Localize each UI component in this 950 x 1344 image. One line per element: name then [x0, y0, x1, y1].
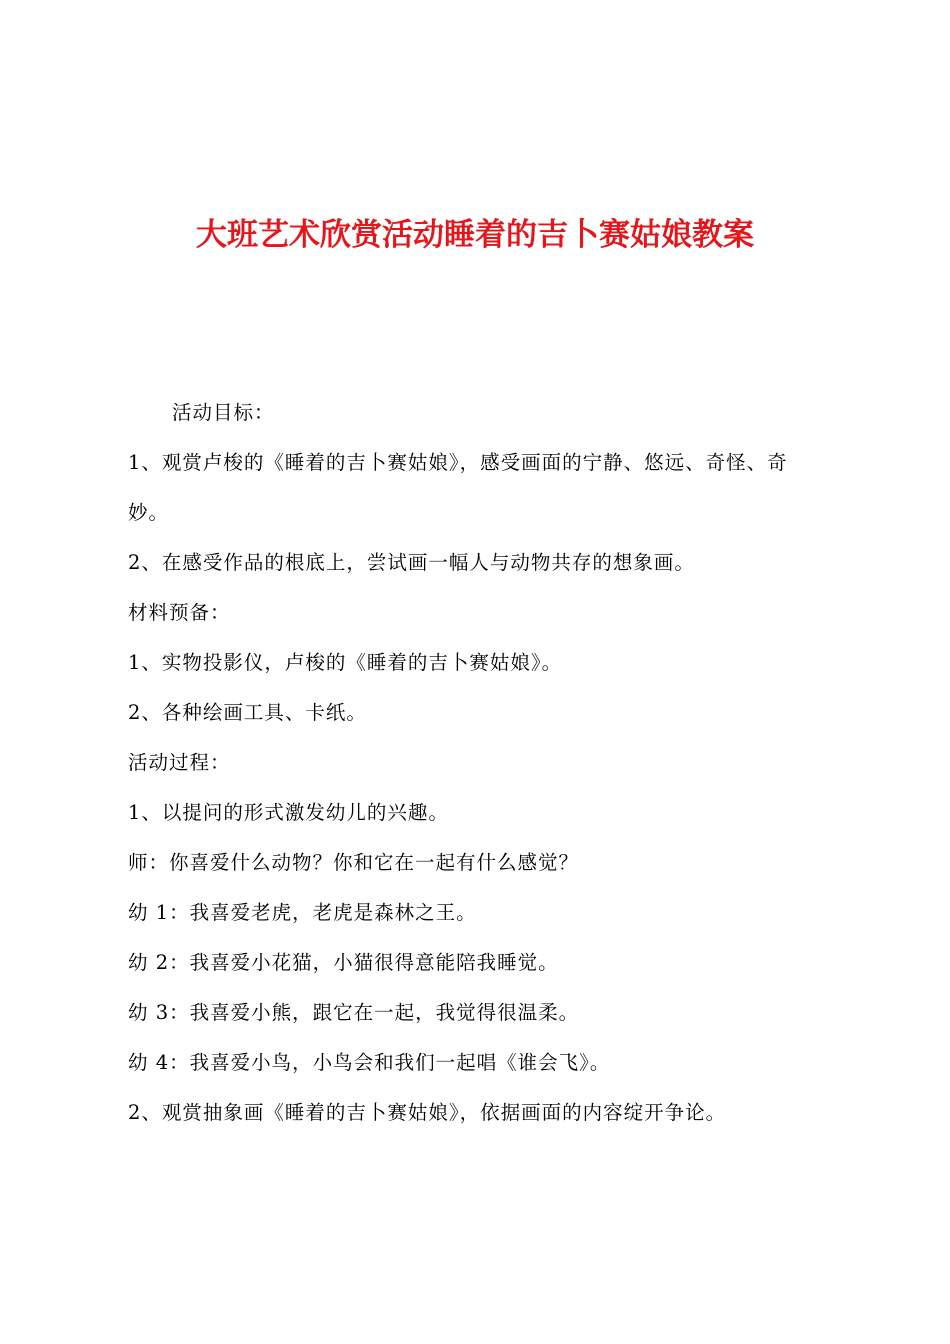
heading-materials: 材料预备： — [128, 601, 231, 624]
paragraph: 幼 4：我喜爱小鸟，小鸟会和我们一起唱《谁会飞》。 — [128, 1051, 611, 1074]
paragraph: 幼 2：我喜爱小花猫，小猫很得意能陪我睡觉。 — [128, 951, 559, 974]
paragraph: 1、观赏卢梭的《睡着的吉卜赛姑娘》，感受画面的宁静、悠远、奇怪、奇妙。 — [128, 451, 788, 524]
document-title: 大班艺术欣赏活动睡着的吉卜赛姑娘教案 — [196, 217, 754, 253]
paragraph: 2、各种绘画工具、卡纸。 — [128, 701, 367, 724]
paragraph: 1、实物投影仪，卢梭的《睡着的吉卜赛姑娘》。 — [128, 651, 563, 674]
paragraph: 幼 1：我喜爱老虎，老虎是森林之王。 — [128, 901, 477, 924]
paragraph: 幼 3：我喜爱小熊，跟它在一起，我觉得很温柔。 — [128, 1001, 580, 1024]
heading-activity-process: 活动过程： — [128, 751, 231, 774]
paragraph: 师：你喜爱什么动物？你和它在一起有什么感觉？ — [128, 851, 580, 874]
paragraph: 2、观赏抽象画《睡着的吉卜赛姑娘》，依据画面的内容绽开争论。 — [128, 1101, 727, 1124]
paragraph: 1、以提问的形式激发幼儿的兴趣。 — [128, 801, 449, 824]
paragraph: 2、在感受作品的根底上，尝试画一幅人与动物共存的想象画。 — [128, 551, 695, 574]
heading-activity-goals: 活动目标： — [172, 401, 275, 424]
document-body — [128, 388, 828, 1138]
